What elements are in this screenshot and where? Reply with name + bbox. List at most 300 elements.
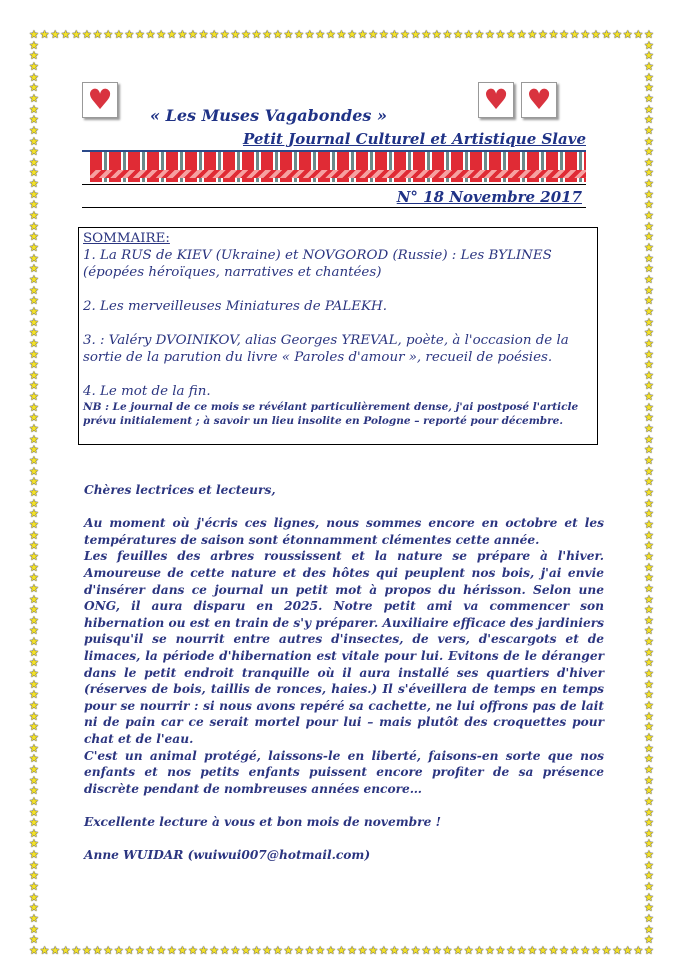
star-icon: ★ — [29, 794, 39, 808]
star-icon: ★ — [644, 709, 654, 723]
star-icon: ★ — [336, 28, 347, 41]
star-icon: ★ — [569, 944, 580, 957]
star-icon: ★ — [453, 28, 463, 41]
star-icon: ★ — [644, 805, 654, 819]
star-icon: ★ — [29, 645, 39, 659]
star-icon: ★ — [29, 49, 39, 63]
star-icon: ★ — [29, 59, 39, 73]
star-icon: ★ — [644, 826, 654, 840]
star-icon: ★ — [644, 454, 654, 468]
star-icon: ★ — [622, 944, 633, 957]
star-icon: ★ — [29, 102, 39, 116]
star-icon: ★ — [644, 816, 654, 830]
star-icon: ★ — [644, 635, 654, 649]
star-icon: ★ — [644, 667, 654, 681]
star-icon: ★ — [262, 28, 273, 41]
star-icon: ★ — [644, 688, 654, 702]
star-icon: ★ — [644, 517, 654, 531]
star-icon: ★ — [633, 944, 644, 957]
star-icon: ★ — [644, 294, 654, 308]
star-icon: ★ — [442, 28, 453, 41]
star-icon: ★ — [644, 443, 654, 457]
star-icon: ★ — [644, 539, 654, 553]
star-icon: ★ — [644, 858, 654, 872]
star-icon: ★ — [29, 187, 39, 201]
star-icon: ★ — [622, 28, 633, 41]
star-icon: ★ — [644, 603, 654, 617]
star-icon: ★ — [29, 230, 39, 244]
star-icon: ★ — [400, 28, 410, 41]
star-icon: ★ — [29, 123, 39, 137]
star-icon: ★ — [29, 432, 39, 446]
star-icon: ★ — [644, 315, 654, 329]
star-icon: ★ — [29, 858, 39, 872]
star-icon: ★ — [50, 28, 61, 41]
star-icon: ★ — [410, 28, 421, 41]
star-icon: ★ — [644, 70, 654, 84]
star-icon: ★ — [113, 28, 124, 41]
issue-number: N° 18 Novembre 2017 — [396, 188, 582, 206]
star-icon: ★ — [230, 28, 241, 41]
star-icon: ★ — [506, 944, 517, 957]
star-icon: ★ — [431, 28, 442, 41]
star-icon: ★ — [29, 134, 39, 148]
star-icon: ★ — [495, 944, 506, 957]
embroidered-heart-icon: ♥ — [478, 82, 514, 118]
star-icon: ★ — [474, 28, 485, 41]
star-icon: ★ — [29, 816, 39, 830]
star-icon: ★ — [29, 379, 39, 393]
star-icon: ★ — [251, 944, 262, 957]
star-icon: ★ — [29, 315, 39, 329]
star-icon: ★ — [506, 28, 517, 41]
star-icon: ★ — [29, 667, 39, 681]
star-icon: ★ — [29, 486, 39, 499]
star-icon: ★ — [559, 944, 570, 957]
star-icon: ★ — [644, 81, 654, 95]
star-icon: ★ — [368, 944, 379, 957]
star-icon: ★ — [644, 933, 654, 947]
embroidery-band-zigzag — [90, 170, 586, 178]
star-icon: ★ — [484, 28, 495, 41]
star-icon: ★ — [29, 539, 39, 553]
star-icon: ★ — [644, 613, 654, 627]
star-icon: ★ — [590, 944, 601, 957]
greeting: Chères lectrices et lecteurs, — [84, 483, 276, 497]
star-icon: ★ — [60, 28, 71, 41]
star-icon: ★ — [347, 944, 357, 957]
star-icon: ★ — [29, 219, 39, 233]
star-icon: ★ — [315, 28, 326, 41]
star-icon: ★ — [29, 688, 39, 702]
star-icon: ★ — [29, 528, 39, 542]
star-icon: ★ — [304, 944, 315, 957]
star-icon: ★ — [29, 198, 39, 212]
star-icon: ★ — [368, 28, 379, 41]
author-name: Anne WUIDAR — [84, 848, 184, 863]
star-icon: ★ — [644, 422, 654, 436]
star-icon: ★ — [230, 944, 241, 957]
star-icon: ★ — [644, 486, 654, 499]
star-icon: ★ — [29, 454, 39, 468]
star-icon: ★ — [378, 28, 389, 41]
star-icon: ★ — [29, 304, 39, 318]
star-icon: ★ — [644, 837, 654, 851]
star-icon: ★ — [389, 28, 400, 41]
star-icon: ★ — [29, 656, 39, 670]
star-icon: ★ — [29, 517, 39, 531]
star-icon: ★ — [29, 549, 39, 563]
star-icon: ★ — [644, 432, 654, 446]
star-icon: ★ — [644, 624, 654, 638]
star-icon: ★ — [601, 28, 612, 41]
star-icon: ★ — [612, 28, 623, 41]
star-icon: ★ — [580, 28, 591, 41]
star-icon: ★ — [29, 741, 39, 755]
star-icon: ★ — [516, 28, 527, 41]
star-icon: ★ — [644, 496, 654, 510]
star-icon: ★ — [644, 49, 654, 63]
star-icon: ★ — [29, 91, 39, 105]
star-icon: ★ — [92, 944, 103, 957]
editorial-letter — [84, 482, 604, 864]
star-icon: ★ — [92, 28, 103, 41]
email-link[interactable]: wuiwui007@hotmail.com — [193, 848, 365, 863]
star-icon: ★ — [644, 762, 654, 776]
star-icon: ★ — [304, 28, 315, 41]
star-icon: ★ — [29, 613, 39, 627]
star-icon: ★ — [644, 368, 654, 382]
star-icon: ★ — [29, 283, 39, 297]
star-icon: ★ — [644, 177, 654, 191]
star-icon: ★ — [463, 944, 474, 957]
star-icon: ★ — [644, 102, 654, 116]
star-icon: ★ — [29, 70, 39, 84]
star-icon: ★ — [103, 944, 114, 957]
star-icon: ★ — [113, 944, 124, 957]
star-icon: ★ — [29, 464, 39, 478]
star-icon: ★ — [644, 922, 654, 936]
newsletter-title: « Les Muses Vagabondes » — [150, 106, 387, 125]
star-icon: ★ — [29, 624, 39, 638]
star-icon: ★ — [60, 944, 71, 957]
star-icon: ★ — [82, 944, 92, 957]
star-icon: ★ — [644, 581, 654, 595]
star-icon: ★ — [644, 155, 654, 169]
toc-item: 2. Les merveilleuses Miniatures de PALEKH. — [83, 299, 387, 314]
star-icon: ★ — [431, 944, 442, 957]
star-icon: ★ — [569, 28, 580, 41]
star-icon: ★ — [633, 28, 644, 41]
star-icon: ★ — [294, 28, 304, 41]
star-icon: ★ — [29, 209, 39, 223]
star-icon: ★ — [29, 699, 39, 713]
star-icon: ★ — [29, 922, 39, 936]
star-icon: ★ — [29, 390, 39, 404]
star-icon: ★ — [29, 496, 39, 510]
star-icon: ★ — [410, 944, 421, 957]
star-icon: ★ — [29, 166, 39, 180]
star-icon: ★ — [516, 944, 527, 957]
star-icon: ★ — [548, 28, 559, 41]
star-icon: ★ — [188, 944, 198, 957]
star-icon: ★ — [29, 677, 39, 691]
star-icon: ★ — [29, 28, 39, 41]
star-icon: ★ — [644, 187, 654, 201]
star-icon: ★ — [590, 28, 601, 41]
star-icon: ★ — [644, 251, 654, 265]
star-icon: ★ — [474, 944, 485, 957]
toc-heading: SOMMAIRE: — [83, 231, 170, 246]
star-icon: ★ — [29, 837, 39, 851]
star-icon: ★ — [537, 944, 548, 957]
star-icon: ★ — [29, 805, 39, 819]
star-icon: ★ — [29, 933, 39, 947]
star-icon: ★ — [177, 944, 188, 957]
star-icon: ★ — [644, 28, 654, 41]
star-icon: ★ — [644, 656, 654, 670]
star-icon: ★ — [400, 944, 410, 957]
star-icon: ★ — [537, 28, 548, 41]
star-icon: ★ — [29, 784, 39, 798]
star-icon: ★ — [644, 336, 654, 350]
embroidered-heart-icon: ♥ — [521, 82, 557, 118]
star-icon: ★ — [29, 720, 39, 734]
star-icon: ★ — [644, 464, 654, 478]
closing: Excellente lecture à vous et bon mois de novembre ! — [84, 814, 441, 829]
toc-item: 3. : Valéry DVOINIKOV, alias Georges YREVAL, poète, à l'occasion de la sortie de la parution du livre « Paroles d'amour », recueil de poésies. — [83, 333, 569, 365]
star-icon: ★ — [39, 28, 50, 41]
star-icon: ★ — [644, 347, 654, 361]
star-icon: ★ — [29, 848, 39, 862]
divider — [82, 184, 586, 185]
star-icon: ★ — [644, 230, 654, 244]
star-icon: ★ — [644, 560, 654, 574]
star-icon: ★ — [601, 944, 612, 957]
star-icon: ★ — [644, 283, 654, 297]
star-icon: ★ — [580, 944, 591, 957]
star-icon: ★ — [29, 581, 39, 595]
star-icon: ★ — [198, 944, 209, 957]
star-icon: ★ — [644, 475, 654, 489]
star-icon: ★ — [644, 773, 654, 787]
star-icon: ★ — [39, 944, 50, 957]
star-icon: ★ — [453, 944, 463, 957]
star-icon: ★ — [527, 944, 538, 957]
star-icon: ★ — [644, 134, 654, 148]
star-icon: ★ — [644, 219, 654, 233]
star-icon: ★ — [156, 28, 167, 41]
star-icon: ★ — [188, 28, 198, 41]
toc-note: NB : Le journal de ce mois se révélant particulièrement dense, j'ai postposé l'article prévu initialement ; à savoir un lieu insolite en Pologne – reporté pour décembre. — [83, 401, 579, 427]
star-icon: ★ — [29, 411, 39, 425]
toc-item: 1. La RUS de KIEV (Ukraine) et NOVGOROD (Russie) : Les BYLINES (épopées héroïques, narratives et chantées) — [83, 248, 552, 280]
star-icon: ★ — [103, 28, 114, 41]
star-icon: ★ — [644, 38, 654, 52]
newsletter-subtitle: Petit Journal Culturel et Artistique Slave — [242, 130, 586, 148]
star-icon: ★ — [644, 944, 654, 957]
star-icon: ★ — [29, 880, 39, 894]
star-icon: ★ — [156, 944, 167, 957]
star-icon: ★ — [644, 592, 654, 606]
star-icon: ★ — [29, 507, 39, 521]
star-icon: ★ — [336, 944, 347, 957]
star-icon: ★ — [50, 944, 61, 957]
star-icon: ★ — [644, 91, 654, 105]
star-icon: ★ — [644, 59, 654, 73]
star-icon: ★ — [644, 262, 654, 276]
divider — [82, 207, 586, 208]
star-icon: ★ — [29, 944, 39, 957]
star-icon: ★ — [644, 784, 654, 798]
star-icon: ★ — [357, 944, 368, 957]
star-icon: ★ — [644, 400, 654, 414]
star-icon: ★ — [644, 326, 654, 340]
star-icon: ★ — [29, 336, 39, 350]
star-icon: ★ — [29, 177, 39, 191]
star-icon: ★ — [644, 848, 654, 862]
star-icon: ★ — [283, 28, 294, 41]
star-icon: ★ — [251, 28, 262, 41]
star-icon: ★ — [209, 28, 220, 41]
embroidered-heart-icon: ♥ — [82, 82, 118, 118]
paragraph: Au moment où j'écris ces lignes, nous sommes encore en octobre et les températures de saison sont étonnamment clémentes cette année. — [84, 516, 604, 547]
star-icon: ★ — [145, 944, 156, 957]
star-icon: ★ — [29, 592, 39, 606]
star-icon: ★ — [644, 752, 654, 766]
star-icon: ★ — [29, 890, 39, 904]
star-icon: ★ — [29, 272, 39, 286]
signature: Anne WUIDAR (wuiwui007@hotmail.com) — [84, 848, 371, 863]
star-icon: ★ — [315, 944, 326, 957]
star-icon: ★ — [29, 347, 39, 361]
star-icon: ★ — [29, 635, 39, 649]
star-icon: ★ — [612, 944, 623, 957]
star-icon: ★ — [644, 304, 654, 318]
star-icon: ★ — [442, 944, 453, 957]
star-icon: ★ — [644, 528, 654, 542]
star-icon: ★ — [644, 730, 654, 744]
star-icon: ★ — [644, 198, 654, 212]
star-icon: ★ — [124, 28, 135, 41]
star-icon: ★ — [644, 358, 654, 372]
table-of-contents — [78, 227, 598, 445]
star-icon: ★ — [241, 28, 251, 41]
star-icon: ★ — [29, 762, 39, 776]
star-icon: ★ — [559, 28, 570, 41]
star-icon: ★ — [29, 560, 39, 574]
star-icon: ★ — [29, 241, 39, 255]
star-icon: ★ — [272, 28, 283, 41]
star-icon: ★ — [29, 400, 39, 414]
star-icon: ★ — [29, 38, 39, 52]
star-icon: ★ — [644, 123, 654, 137]
star-icon: ★ — [644, 880, 654, 894]
star-icon: ★ — [262, 944, 273, 957]
star-icon: ★ — [29, 294, 39, 308]
star-icon: ★ — [29, 81, 39, 95]
star-icon: ★ — [29, 155, 39, 169]
star-icon: ★ — [484, 944, 495, 957]
star-icon: ★ — [135, 28, 145, 41]
star-icon: ★ — [124, 944, 135, 957]
star-icon: ★ — [29, 571, 39, 585]
star-icon: ★ — [29, 443, 39, 457]
star-icon: ★ — [644, 794, 654, 808]
star-icon: ★ — [644, 113, 654, 127]
star-icon: ★ — [241, 944, 251, 957]
star-icon: ★ — [644, 720, 654, 734]
star-icon: ★ — [29, 752, 39, 766]
star-icon: ★ — [644, 645, 654, 659]
star-icon: ★ — [548, 944, 559, 957]
star-icon: ★ — [219, 28, 230, 41]
star-icon: ★ — [219, 944, 230, 957]
star-icon: ★ — [29, 145, 39, 159]
star-icon: ★ — [29, 773, 39, 787]
star-icon: ★ — [29, 113, 39, 127]
star-icon: ★ — [325, 944, 336, 957]
star-icon: ★ — [71, 944, 82, 957]
star-icon: ★ — [421, 944, 432, 957]
star-icon: ★ — [29, 422, 39, 436]
star-icon: ★ — [644, 699, 654, 713]
star-icon: ★ — [644, 272, 654, 286]
star-icon: ★ — [644, 166, 654, 180]
star-icon: ★ — [29, 730, 39, 744]
star-icon: ★ — [463, 28, 474, 41]
star-icon: ★ — [29, 869, 39, 883]
star-icon: ★ — [644, 869, 654, 883]
star-icon: ★ — [527, 28, 538, 41]
star-icon: ★ — [325, 28, 336, 41]
star-icon: ★ — [29, 475, 39, 489]
star-icon: ★ — [82, 28, 92, 41]
star-icon: ★ — [644, 379, 654, 393]
star-icon: ★ — [29, 826, 39, 840]
star-icon: ★ — [166, 944, 177, 957]
star-icon: ★ — [145, 28, 156, 41]
star-icon: ★ — [209, 944, 220, 957]
star-icon: ★ — [421, 28, 432, 41]
star-icon: ★ — [29, 709, 39, 723]
star-icon: ★ — [29, 358, 39, 372]
star-icon: ★ — [644, 677, 654, 691]
star-icon: ★ — [495, 28, 506, 41]
star-icon: ★ — [644, 390, 654, 404]
star-icon: ★ — [272, 944, 283, 957]
toc-item: 4. Le mot de la fin. — [83, 384, 211, 399]
star-icon: ★ — [29, 326, 39, 340]
star-icon: ★ — [198, 28, 209, 41]
paragraph: C'est un animal protégé, laissons-le en liberté, faisons-en sorte que nos enfants et nos petits enfants puissent encore profiter de sa présence discrète pendant de nombreuses années encore… — [84, 748, 604, 796]
star-icon: ★ — [177, 28, 188, 41]
star-icon: ★ — [29, 912, 39, 926]
star-icon: ★ — [347, 28, 357, 41]
star-icon: ★ — [29, 901, 39, 915]
star-icon: ★ — [644, 901, 654, 915]
star-icon: ★ — [644, 507, 654, 521]
star-icon: ★ — [29, 251, 39, 265]
star-icon: ★ — [378, 944, 389, 957]
star-icon: ★ — [166, 28, 177, 41]
star-icon: ★ — [644, 145, 654, 159]
star-icon: ★ — [29, 262, 39, 276]
star-icon: ★ — [644, 571, 654, 585]
star-icon: ★ — [135, 944, 145, 957]
star-icon: ★ — [644, 912, 654, 926]
paragraph: Les feuilles des arbres roussissent et la nature se prépare à l'hiver. Amoureuse de cette nature et des hôtes qui peuplent nos bois, j'ai envie d'insérer dans ce journal un petit mot à propos du hérisson. Selon une ONG, il aura disparu en 2025. Notre petit ami va commencer son hibernation ou est en train de s'y préparer. Auxiliaire efficace des jardiniers puisqu'il se nourrit entre autres d'insectes, de vers, d'escargots et de limaces, la période d'hibernation est vitale pour lui. Evitons de le déranger dans le petit endroit tranquille où il aura installé ses quartiers d'hiver (réserves de bois, taillis de ronces, haies.) Il s'éveillera de temps en temps pour se nourrir : si nous avons repéré sa cachette, ne lui offrons pas de lait ni de pain car ce serait mortel pour lui – mais plutôt des croquettes pour chat et de l'eau. — [84, 549, 604, 746]
